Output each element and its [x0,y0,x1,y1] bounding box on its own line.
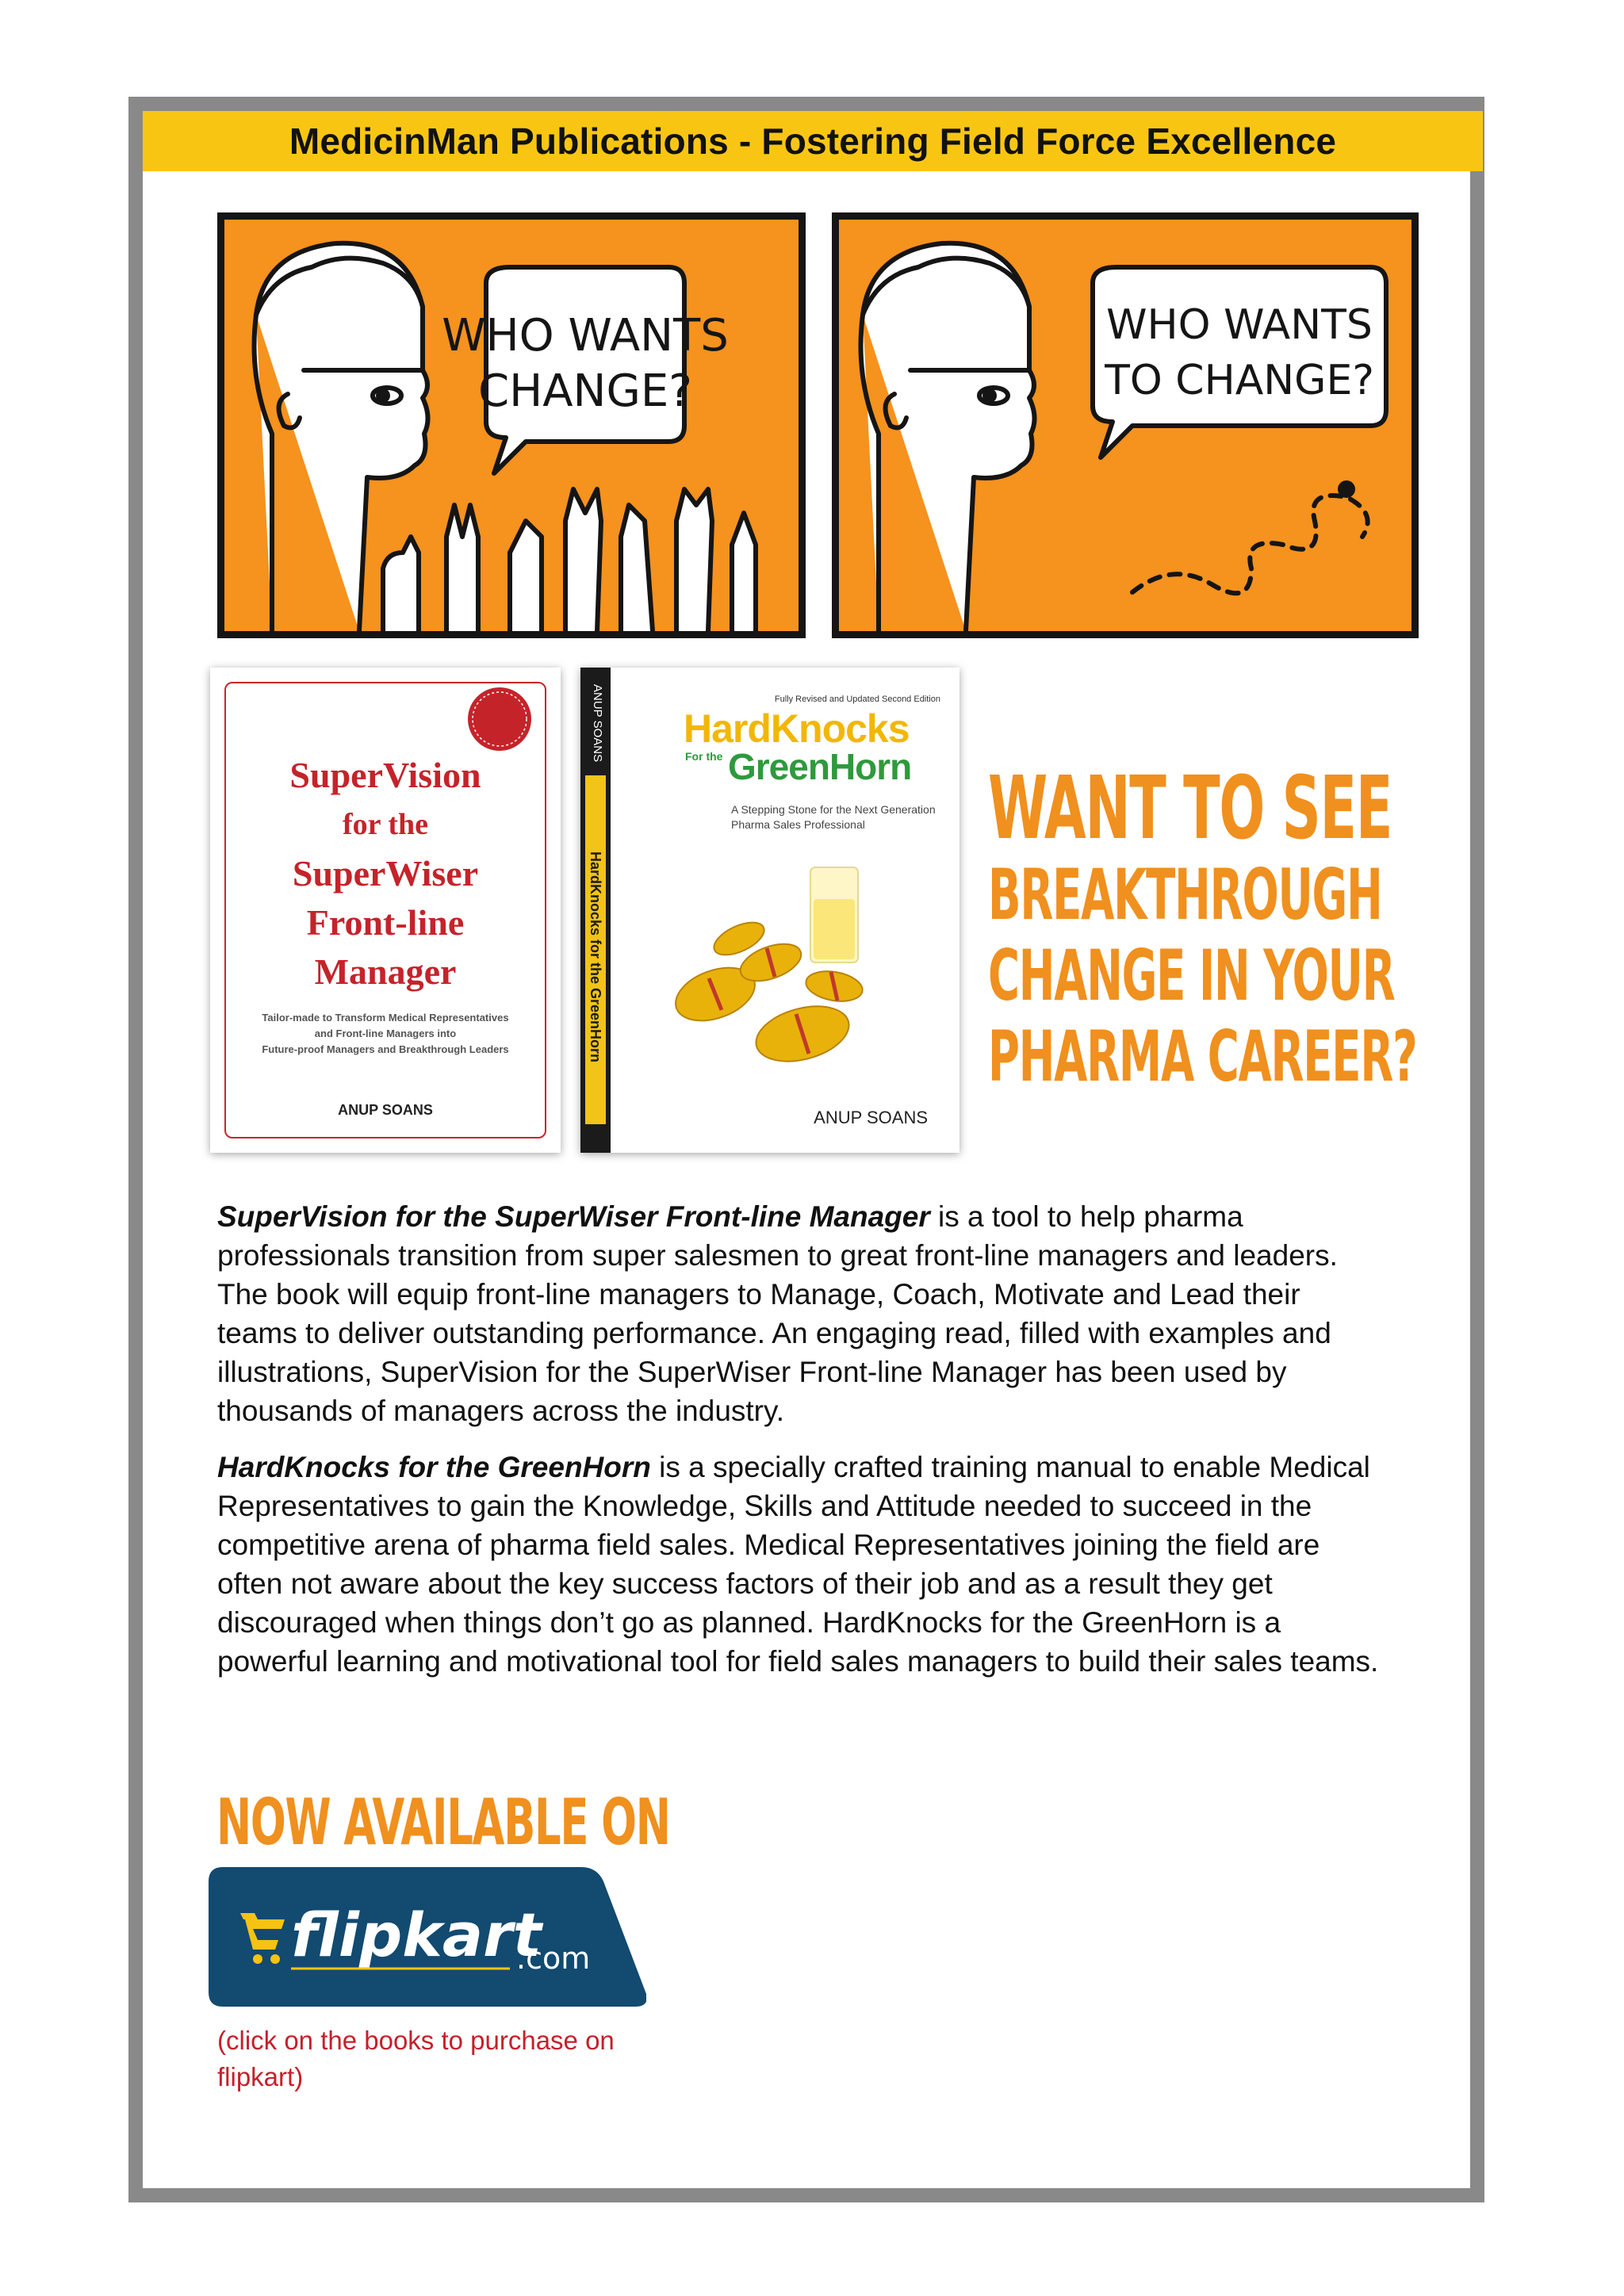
comic-illustration-1 [224,220,799,631]
book-title-supervision: SuperVision for the SuperWiser Front-line Manager [289,755,481,992]
cta-line: BREAKTHROUGH [988,854,1382,936]
book-tagline: A Stepping Stone for the Next Generation Pharma Sales Professional [731,803,936,831]
cta-headline [988,757,1417,1097]
cta-line: PHARMA CAREER? [988,1016,1417,1097]
capsules-illustration-icon [652,851,906,1089]
header-banner [143,111,1483,171]
book-author: ANUP SOANS [338,1102,433,1118]
comic-speech-1-line-1: WHO WANTS [442,310,729,362]
book-name-supervision: SuperVision for the SuperWiser Front-line Manager [217,1200,930,1233]
cta-line: WANT TO SEE [988,757,1392,859]
bestseller-badge-icon [465,685,534,753]
book-name-hardknocks: HardKnocks for the GreenHorn [217,1451,651,1483]
purchase-note: (click on the books to purchase on flipkart) [217,2026,615,2091]
book-subtitle: Tailor-made to Transform Medical Representatives and Front-line Managers into Future-proof Managers and Breakthrough Leaders [262,1012,509,1055]
banner-title: MedicinMan Publications - Fostering Field Force Excellence [289,121,1337,162]
comic-speech-1-line-2: CHANGE? [478,365,692,417]
book-cover-supervision[interactable] [210,668,561,1153]
comic-speech-2-line-1: WHO WANTS [1106,301,1373,349]
comic-illustration-2 [839,220,1411,631]
flipkart-logo[interactable] [209,1867,646,2007]
comic-panel-who-wants-change [217,212,806,638]
book-cover-hardknocks[interactable] [580,668,959,1153]
book-title-for-the: For the [685,750,723,763]
book-title-greenhorn: GreenHorn [728,746,912,787]
description-hardknocks: HardKnocks for the GreenHorn is a specially crafted training manual to enable Medical Representatives to gain the Knowledge, Skills and Attitude needed to succeed in the competitive arena of pharma field sales. Medical Representatives joining the field are often not aware about the key success factors of their job and as a result they get discouraged when things don’t go as planned. HardKnocks for the GreenHorn is a powerful learning and motivational tool for field sales managers to build their sales teams. [217,1451,1379,1678]
spine-author: ANUP SOANS [591,683,604,763]
book-spine [580,668,611,1153]
flipkart-logo-suffix: .com [516,1941,591,1976]
book-edition: Fully Revised and Updated Second Edition [774,695,940,704]
book-author: ANUP SOANS [814,1108,928,1127]
book-title-hardknocks: HardKnocks [684,706,910,751]
description-supervision: SuperVision for the SuperWiser Front-line Manager is a tool to help pharma professionals transition from super salesmen to great front-line managers and leaders. The book will equip front-line managers to Manage, Coach, Motivate and Lead their teams to deliver outstanding performance. An engaging read, filled with examples and illustrations, SuperVision for the SuperWiser Front-line Manager has been used by thousands of managers across the industry. [217,1200,1338,1427]
available-heading: NOW AVAILABLE ON [216,1785,670,1859]
comic-speech-2-line-2: TO CHANGE? [1105,357,1374,404]
flipkart-logo-text: flipkart [291,1900,542,1970]
spine-title: HardKnocks for the GreenHorn [588,851,603,1063]
comic-panel-who-wants-to-change [832,212,1419,638]
cta-line: CHANGE IN YOUR [988,935,1395,1016]
